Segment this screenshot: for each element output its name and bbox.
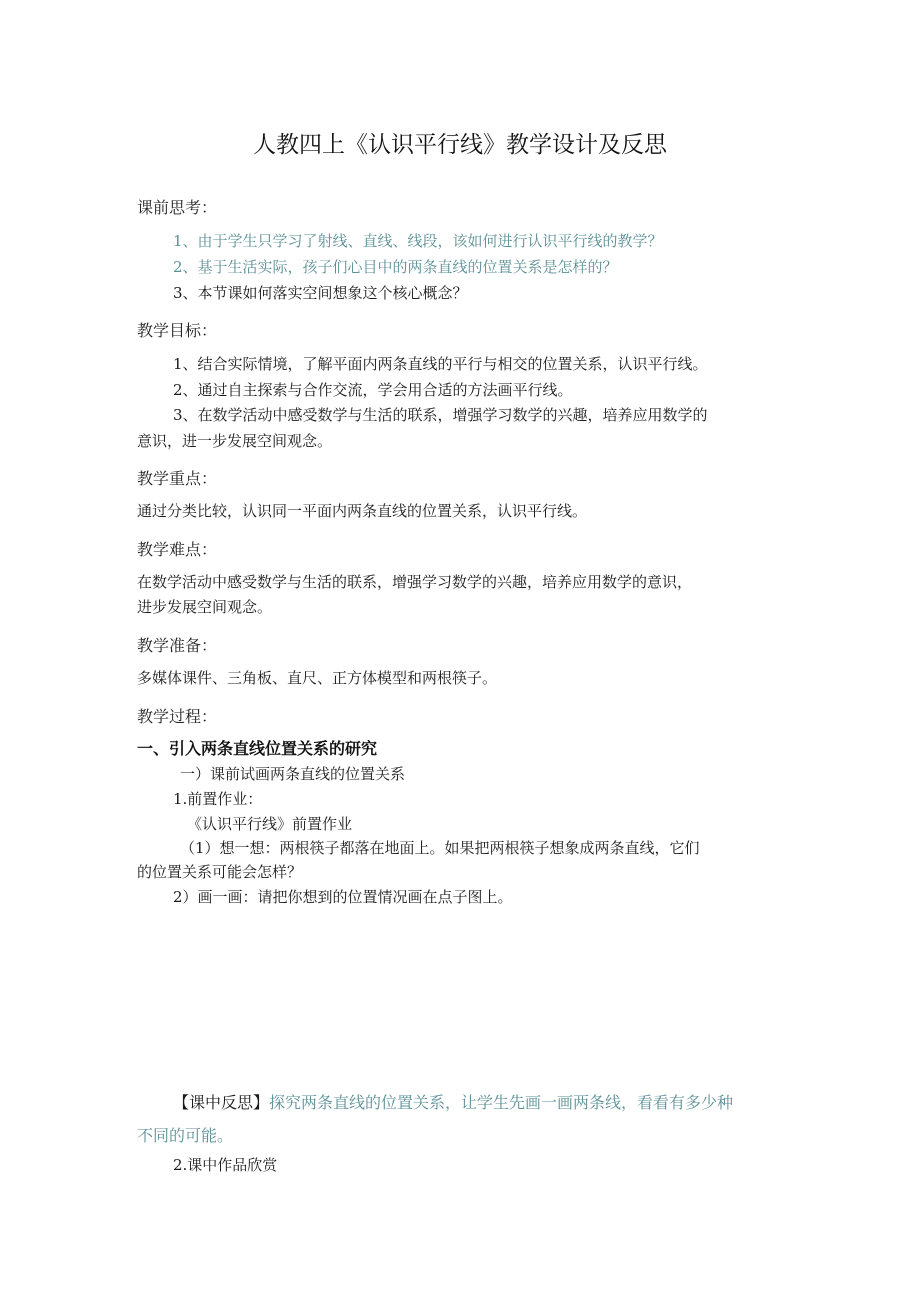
question-2: 2）画一画：请把你想到的位置情况画在点子图上。	[173, 888, 513, 906]
section-1-heading: 一、引入两条直线位置关系的研究	[137, 739, 378, 758]
pre-class-item-3: 3、本节课如何落实空间想象这个核心概念？	[173, 284, 468, 302]
goals-heading: 教学目标：	[137, 321, 218, 340]
goal-item-2: 2、通过自主探索与合作交流，学会用合适的方法画平行线。	[173, 381, 573, 399]
pre-class-item-2: 2、基于生活实际，孩子们心目中的两条直线的位置关系是怎样的？	[173, 258, 618, 276]
question-1-line-2: 的位置关系可能会怎样？	[137, 863, 303, 881]
difficulty-line-2: 进步发展空间观念。	[137, 598, 273, 616]
difficulty-heading: 教学难点：	[137, 540, 218, 559]
item-2-label: 2.课中作品欣赏	[173, 1156, 278, 1174]
preparation-text: 多媒体课件、三角板、直尺、正方体模型和两根筷子。	[137, 669, 498, 687]
key-point-text: 通过分类比较，认识同一平面内两条直线的位置关系，认识平行线。	[137, 502, 588, 520]
reflection-line-2: 不同的可能。	[137, 1126, 234, 1145]
difficulty-line-1: 在数学活动中感受数学与生活的联系，增强学习数学的兴趣，培养应用数学的意识，	[137, 573, 693, 591]
process-heading: 教学过程：	[137, 707, 218, 726]
item-1-label: 1.前置作业：	[173, 790, 263, 808]
goal-item-1: 1、结合实际情境，了解平面内两条直线的平行与相交的位置关系，认识平行线。	[173, 355, 708, 373]
document-title: 人教四上《认识平行线》教学设计及反思	[253, 132, 667, 158]
goal-item-3: 3、在数学活动中感受数学与生活的联系，增强学习数学的兴趣，培养应用数学的	[173, 406, 708, 424]
homework-title: 《认识平行线》前置作业	[187, 815, 353, 833]
reflection-paragraph	[173, 1093, 733, 1113]
reflection-label: 【课中反思】	[173, 1093, 270, 1112]
pre-class-heading: 课前思考：	[137, 198, 218, 217]
subsection-1-heading: 一）课前试画两条直线的位置关系	[180, 765, 406, 783]
reflection-line-1: 探究两条直线的位置关系，让学生先画一画两条线，看看有多少种	[269, 1093, 734, 1112]
pre-class-item-1: 1、由于学生只学习了射线、直线、线段，该如何进行认识平行线的教学？	[173, 232, 663, 250]
preparation-heading: 教学准备：	[137, 636, 218, 655]
question-1-line-1: （1）想一想：两根筷子都落在地面上。如果把两根筷子想象成两条直线，它们	[180, 839, 700, 857]
goal-item-3-continued: 意识，进一步发展空间观念。	[137, 432, 333, 450]
key-point-heading: 教学重点：	[137, 469, 218, 488]
